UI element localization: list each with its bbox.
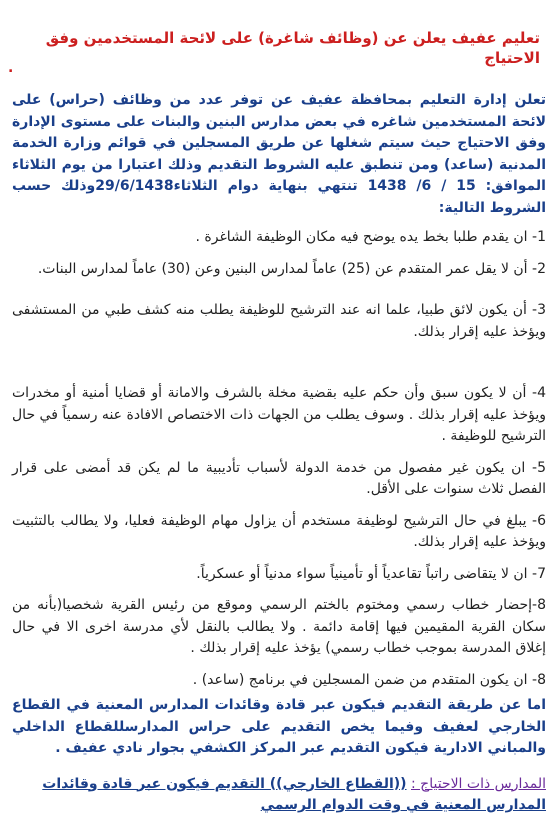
- condition-item-5: 5- ان يكون غير مفصول من خدمة الدولة لأسباب تأديبية ما لم يكن قد أمضى على قرار الفصل ثلاث سنوات على الأقل.: [12, 459, 546, 497]
- condition-item-6: 6- يبلغ في حال الترشيح لوظيفة مستخدم أن يزاول مهام الوظيفة فعليا، ولا يطالب بالتثبيت ويؤخذ عليه إقرار بذلك.: [12, 512, 546, 550]
- condition-item-1: 1- ان يقدم طلبا بخط يده يوضح فيه مكان الوظيفة الشاغرة .: [195, 229, 546, 245]
- condition-item-9: 8- ان يكون المتقدم من ضمن المسجلين في برنامج (ساعد) .: [192, 671, 546, 688]
- condition-item-3: 3- أن يكون لائق طبيا، علما انه عند الترشيح للوظيفة يطلب منه كشف طبي من المستشفى ويؤخذ عليه إقرار بذلك.: [12, 302, 546, 340]
- schools-needed-label: المدارس ذات الاحتياج :: [411, 775, 546, 792]
- intro-paragraph: تعلن إدارة التعليم بمحافظة عفيف عن توفر عدد من وظائف (حراس) على لائحة المستخدمين شاغره في بعض مدارس البنين والبنات على مستوى الإدارة وفق الاحتياج حيث سيتم شغلها عن طريق المسجلين في قوائم وزارة الخدمة المدنية (ساعد) ومن تنطبق عليه الشروط التقديم وذلك اعتبارا من يوم الثلاثاء الموافق: 15 / 6/ 1438 تنتهي بنهاية دوام الثلاثاء29/6/1438وذلك حسب الشروط التالية:: [12, 92, 546, 216]
- final-line: [12, 774, 546, 817]
- announcement-title: تعليم عفيف يعلن عن (وظائف شاغرة) على لائحة المستخدمين وفق الاحتياج: [45, 29, 540, 67]
- condition-item-2: 2- أن لا يقل عمر المتقدم عن (25) عاماً لمدارس البنين وعن (30) عاماً لمدارس البنات.: [37, 260, 546, 277]
- conditions-list: [12, 227, 546, 691]
- application-method-paragraph: اما عن طريقة التقديم فيكون عبر قادة وقائدات المدارس المعنية في القطاع الخارجي لعفيف وفيما يخص التقديم على حراس المدارسللقطاع الداخلي والمباني الادارية فيكون التقديم عبر المركز الكشفي بجوار نادي عفيف .: [12, 697, 546, 756]
- condition-item-8: 8-إحضار خطاب رسمي ومختوم بالختم الرسمي وموقع من رئيس القرية شخصيا(بأنه من سكان القرية المقيمين فيها إقامة دائمة . ولا يطالب بالنقل لأي مدرسة اخرى الا في حال إغلاق المدرسة بموجب خطاب رسمي) يؤخذ عليه إقرار بذلك .: [12, 597, 546, 656]
- condition-item-4: 4- أن لا يكون سبق وأن حكم عليه بقضية مخلة بالشرف والامانة أو قضايا أمنية أو مخدرات ويؤخذ عليه إقرار بذلك . وسوف يطلب من الجهات ذات الاختصاص الافادة عنه رسمياً في حال الترشيح للوظيفة .: [12, 385, 546, 444]
- external-sector-link[interactable]: ((القطاع الخارجي)) التقديم فيكون عبر قادة وقائدات المدارس المعنية في وقت الدوام الرسمي: [42, 775, 546, 813]
- trailing-mark: .: [8, 60, 14, 76]
- condition-item-7: 7- ان لا يتقاضى راتباً تقاعدياً أو تأمينياً سواء مدنياً أو عسكرياً.: [196, 565, 546, 582]
